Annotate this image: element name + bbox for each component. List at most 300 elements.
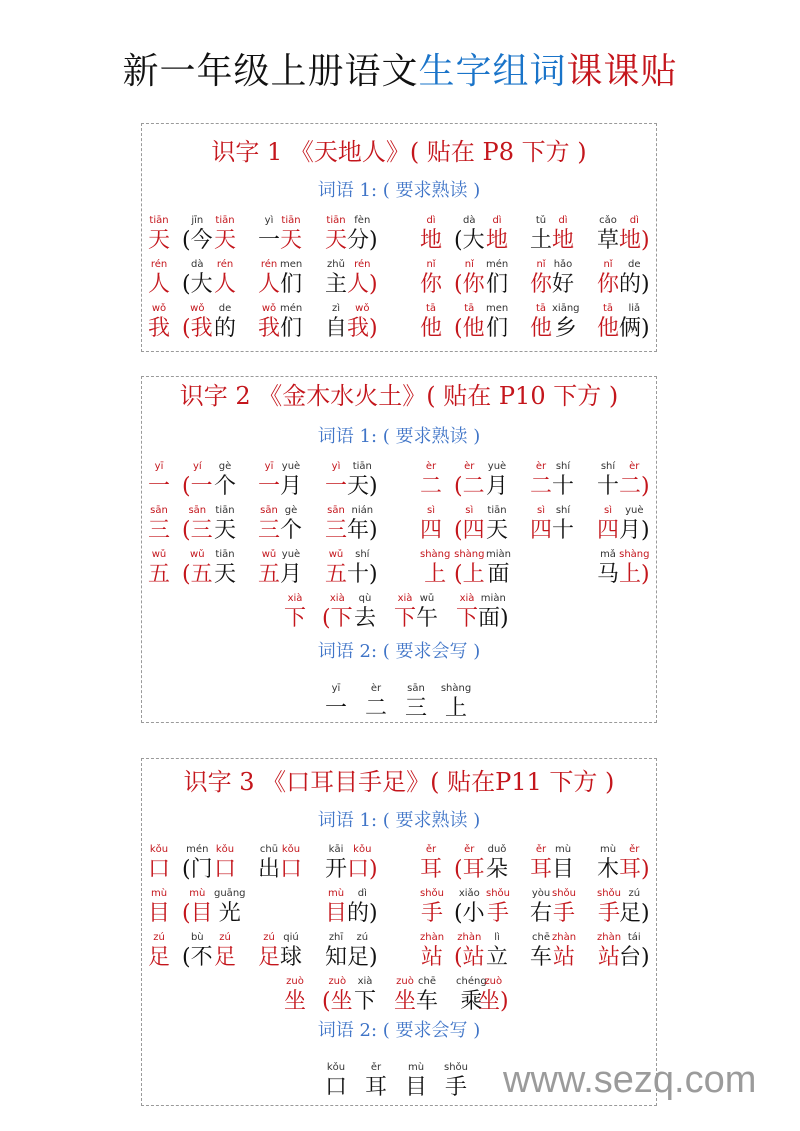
hanzi: 耳 bbox=[364, 1075, 387, 1100]
hanzi: 五 bbox=[325, 562, 348, 587]
watermark: www.sezq.com bbox=[503, 1059, 757, 1101]
char-cell-main bbox=[420, 843, 442, 884]
char-cell-word bbox=[619, 548, 650, 589]
char-cell-word bbox=[347, 460, 378, 501]
char-cell-word bbox=[325, 887, 347, 928]
hanzi: 地 bbox=[486, 228, 509, 253]
char-cell-word bbox=[530, 504, 552, 545]
hanzi: 木 bbox=[597, 857, 620, 882]
char-cell-word bbox=[416, 975, 438, 1016]
char-cell-word bbox=[214, 887, 246, 928]
char-cell-word bbox=[619, 258, 650, 299]
pinyin: tā bbox=[602, 303, 614, 314]
write-char bbox=[318, 682, 354, 723]
hanzi: 光 bbox=[218, 901, 241, 926]
pinyin: xià bbox=[329, 593, 345, 604]
pinyin: rén bbox=[216, 259, 234, 270]
char-cell-word bbox=[530, 843, 552, 884]
char-cell-word bbox=[454, 214, 485, 255]
hanzi: 午 bbox=[416, 606, 439, 631]
pinyin: sān bbox=[150, 505, 168, 516]
word-row bbox=[142, 504, 656, 548]
char-cell-main bbox=[148, 504, 170, 545]
pinyin: shàng bbox=[454, 549, 485, 560]
hanzi: 站 bbox=[421, 945, 444, 970]
pinyin: sì bbox=[427, 505, 435, 516]
pinyin: yì bbox=[331, 461, 341, 472]
pinyin: kǒu bbox=[215, 844, 235, 855]
hanzi: 右 bbox=[530, 901, 553, 926]
pinyin: duǒ bbox=[487, 844, 507, 855]
char-cell-word bbox=[325, 460, 347, 501]
char-cell-word bbox=[486, 887, 510, 928]
hanzi: 目 bbox=[325, 901, 348, 926]
char-cell-word bbox=[619, 460, 650, 501]
pinyin: zhī bbox=[328, 932, 344, 943]
hanzi: 知 bbox=[325, 945, 348, 970]
char-cell-word bbox=[280, 843, 302, 884]
pinyin: wǔ bbox=[419, 593, 435, 604]
hanzi: 天 bbox=[486, 518, 509, 543]
char-cell-word bbox=[394, 975, 416, 1016]
pinyin: rén bbox=[150, 259, 168, 270]
char-cell-main bbox=[420, 887, 444, 928]
hanzi: 天 bbox=[148, 228, 171, 253]
pinyin: shàng bbox=[440, 683, 472, 694]
char-cell-word bbox=[280, 214, 302, 255]
hanzi: 人) bbox=[347, 272, 378, 297]
char-cell-word bbox=[416, 592, 438, 633]
pinyin: lì bbox=[494, 932, 500, 943]
pinyin: zhàn bbox=[420, 932, 445, 943]
lesson-card-2 bbox=[141, 376, 657, 723]
hanzi: (二 bbox=[454, 474, 485, 499]
hanzi: 人 bbox=[148, 272, 171, 297]
hanzi: (大 bbox=[182, 272, 213, 297]
word-row bbox=[142, 931, 656, 975]
write-char bbox=[358, 682, 394, 723]
hanzi: 地 bbox=[420, 228, 443, 253]
char-cell-main bbox=[148, 258, 170, 299]
pinyin: dì bbox=[558, 215, 568, 226]
hanzi: 下 bbox=[394, 606, 417, 631]
title-part-words: 生字组词 bbox=[418, 51, 567, 92]
pinyin: liǎ bbox=[628, 303, 641, 314]
hanzi: (你 bbox=[454, 272, 485, 297]
hanzi: 月 bbox=[280, 562, 303, 587]
pinyin: èr bbox=[629, 461, 640, 472]
hanzi: 车 bbox=[416, 989, 439, 1014]
hanzi: 月) bbox=[619, 518, 650, 543]
hanzi: 他 bbox=[597, 316, 620, 341]
hanzi: 足 bbox=[214, 945, 237, 970]
vocab-read-label: 词语 1: ( 要求熟读 ) bbox=[317, 810, 481, 831]
pinyin: zú bbox=[628, 888, 641, 899]
pinyin: tiān bbox=[215, 215, 235, 226]
char-cell-word bbox=[619, 504, 650, 545]
hanzi: 们 bbox=[280, 272, 303, 297]
char-cell-word bbox=[454, 843, 485, 884]
char-cell-word bbox=[486, 302, 508, 343]
hanzi: 我 bbox=[148, 316, 171, 341]
hanzi: 个 bbox=[280, 518, 303, 543]
char-cell-word bbox=[552, 504, 574, 545]
pinyin: zhàn bbox=[552, 932, 577, 943]
write-char bbox=[398, 1061, 434, 1102]
hanzi: 上 bbox=[424, 562, 447, 587]
hanzi: 五 bbox=[148, 562, 171, 587]
char-cell-word bbox=[322, 592, 353, 633]
pinyin: bù bbox=[190, 932, 204, 943]
hanzi: (他 bbox=[454, 316, 485, 341]
word-row bbox=[142, 548, 656, 592]
hanzi: (大 bbox=[454, 228, 485, 253]
char-cell-word bbox=[325, 258, 347, 299]
hanzi: (一 bbox=[182, 474, 213, 499]
pinyin: gè bbox=[284, 505, 298, 516]
pinyin: ěr bbox=[464, 844, 475, 855]
char-cell-word bbox=[322, 975, 353, 1016]
pinyin: shǒu bbox=[443, 1062, 468, 1073]
char-cell-word bbox=[597, 887, 621, 928]
hanzi: 耳 bbox=[420, 857, 443, 882]
hanzi: 十) bbox=[347, 562, 378, 587]
word-row bbox=[142, 258, 656, 302]
char-cell-word bbox=[214, 504, 236, 545]
pinyin: wǒ bbox=[151, 303, 167, 314]
pinyin: wǒ bbox=[261, 303, 277, 314]
char-cell-word bbox=[597, 843, 619, 884]
pinyin: tiān bbox=[487, 505, 507, 516]
pinyin: kǒu bbox=[326, 1062, 346, 1073]
hanzi: 下 bbox=[456, 606, 479, 631]
char-cell-main bbox=[420, 214, 442, 255]
char-cell-word bbox=[347, 548, 378, 589]
hanzi: 的) bbox=[619, 272, 650, 297]
char-cell-word bbox=[552, 214, 574, 255]
pinyin: hǎo bbox=[553, 259, 573, 270]
hanzi: 一 bbox=[258, 228, 281, 253]
hanzi: 十 bbox=[597, 474, 620, 499]
pinyin: tā bbox=[535, 303, 547, 314]
hanzi: 个 bbox=[214, 474, 237, 499]
char-cell-word bbox=[454, 931, 485, 972]
hanzi: 天) bbox=[347, 474, 378, 499]
char-cell-word bbox=[552, 931, 576, 972]
pinyin: ěr bbox=[535, 844, 547, 855]
pinyin: sān bbox=[188, 505, 207, 516]
pinyin: sì bbox=[465, 505, 474, 516]
write-char-row bbox=[142, 682, 656, 726]
pinyin: dì bbox=[492, 215, 502, 226]
pinyin: yì bbox=[264, 215, 274, 226]
pinyin: zhǔ bbox=[327, 259, 345, 270]
hanzi: 面) bbox=[478, 606, 509, 631]
pinyin: ěr bbox=[629, 844, 640, 855]
pinyin: tiān bbox=[352, 461, 372, 472]
char-cell-word bbox=[258, 504, 280, 545]
hanzi: (耳 bbox=[454, 857, 485, 882]
pinyin: dì bbox=[357, 888, 367, 899]
char-cell-word bbox=[325, 302, 347, 343]
pinyin: miàn bbox=[480, 593, 506, 604]
hanzi: 面 bbox=[487, 562, 510, 587]
pinyin: shǒu bbox=[420, 888, 445, 899]
char-cell-word bbox=[530, 258, 552, 299]
pinyin: shǒu bbox=[597, 888, 622, 899]
pinyin: zuò bbox=[328, 976, 347, 987]
char-cell-word bbox=[486, 931, 508, 972]
pinyin: shí bbox=[355, 549, 370, 560]
pinyin: yuè bbox=[281, 461, 301, 472]
hanzi: 二 bbox=[420, 474, 443, 499]
pinyin: wǔ bbox=[151, 549, 167, 560]
pinyin: zú bbox=[356, 932, 369, 943]
pinyin: dì bbox=[426, 215, 436, 226]
pinyin: yí bbox=[192, 461, 202, 472]
word-row bbox=[142, 887, 656, 931]
pinyin: men bbox=[486, 303, 509, 314]
pinyin: rén bbox=[260, 259, 278, 270]
char-cell-word bbox=[394, 592, 416, 633]
pinyin: wǒ bbox=[190, 303, 205, 314]
char-cell-word bbox=[456, 592, 478, 633]
pinyin: mén bbox=[486, 259, 509, 270]
hanzi: 三 bbox=[258, 518, 281, 543]
pinyin: de bbox=[218, 303, 232, 314]
char-cell-main bbox=[148, 460, 170, 501]
write-char bbox=[438, 682, 474, 723]
char-cell-main bbox=[420, 931, 444, 972]
hanzi: 目 bbox=[552, 857, 575, 882]
hanzi: (三 bbox=[182, 518, 213, 543]
pinyin: mù bbox=[599, 844, 617, 855]
pinyin: yuè bbox=[487, 461, 507, 472]
pinyin: men bbox=[280, 259, 303, 270]
hanzi: 十 bbox=[552, 474, 575, 499]
hanzi: (小 bbox=[454, 901, 485, 926]
char-cell-word bbox=[552, 843, 574, 884]
pinyin: èr bbox=[425, 461, 437, 472]
hanzi: (站 bbox=[454, 945, 485, 970]
char-cell-main bbox=[420, 302, 442, 343]
hanzi: 月 bbox=[486, 474, 509, 499]
pinyin: xiāng bbox=[552, 303, 580, 314]
hanzi: 目 bbox=[404, 1075, 427, 1100]
char-cell-word bbox=[619, 887, 650, 928]
char-cell-word bbox=[325, 548, 347, 589]
pinyin: mù bbox=[407, 1062, 425, 1073]
hanzi: 马 bbox=[597, 562, 620, 587]
char-cell-word bbox=[214, 931, 236, 972]
char-cell-word bbox=[354, 975, 376, 1016]
char-cell-word bbox=[619, 931, 650, 972]
char-cell-word bbox=[530, 931, 552, 972]
pinyin: yuè bbox=[281, 549, 301, 560]
pinyin: shàng bbox=[420, 549, 451, 560]
char-cell-word bbox=[325, 504, 347, 545]
char-cell-main bbox=[148, 887, 170, 928]
hanzi: 天 bbox=[280, 228, 303, 253]
pinyin: xià bbox=[357, 976, 373, 987]
char-cell-word bbox=[486, 504, 508, 545]
hanzi: 你 bbox=[530, 272, 553, 297]
hanzi: 们 bbox=[486, 272, 509, 297]
pinyin: dà bbox=[191, 259, 204, 270]
pinyin: miàn bbox=[486, 549, 511, 560]
char-cell-word bbox=[258, 214, 280, 255]
hanzi: 三 bbox=[325, 518, 348, 543]
char-cell-word bbox=[552, 887, 576, 928]
char-cell-word bbox=[454, 302, 485, 343]
hanzi: 三 bbox=[148, 518, 171, 543]
pinyin: shí bbox=[600, 461, 616, 472]
pinyin: zhàn bbox=[597, 932, 622, 943]
char-cell-word bbox=[347, 214, 378, 255]
pinyin: zú bbox=[219, 932, 231, 943]
hanzi: 自 bbox=[325, 316, 348, 341]
hanzi: 去 bbox=[354, 606, 377, 631]
hanzi: 二 bbox=[530, 474, 553, 499]
char-cell-word bbox=[530, 460, 552, 501]
char-cell-word bbox=[619, 302, 650, 343]
char-cell-word bbox=[182, 214, 213, 255]
hanzi: (五 bbox=[182, 562, 213, 587]
char-cell-word bbox=[258, 843, 280, 884]
pinyin: qiú bbox=[283, 932, 299, 943]
hanzi: 足 bbox=[258, 945, 281, 970]
pinyin: zhàn bbox=[457, 932, 482, 943]
pinyin: mù bbox=[189, 888, 206, 899]
hanzi: 年) bbox=[347, 518, 378, 543]
pinyin: chéng bbox=[456, 976, 487, 987]
char-cell-word bbox=[454, 887, 485, 928]
hanzi: 天 bbox=[325, 228, 348, 253]
pinyin: tái bbox=[627, 932, 641, 943]
pinyin: mén bbox=[280, 303, 303, 314]
hanzi: 好 bbox=[552, 272, 575, 297]
pinyin: nǐ bbox=[464, 259, 474, 270]
hanzi: 车 bbox=[530, 945, 553, 970]
hanzi: 分) bbox=[347, 228, 378, 253]
char-cell-word bbox=[258, 258, 280, 299]
write-char bbox=[438, 1061, 474, 1102]
hanzi: (四 bbox=[454, 518, 485, 543]
pinyin: shǒu bbox=[552, 888, 577, 899]
hanzi: 乡 bbox=[554, 316, 577, 341]
hanzi: 我 bbox=[258, 316, 281, 341]
pinyin: shǒu bbox=[486, 888, 511, 899]
hanzi: 口 bbox=[214, 857, 237, 882]
pinyin: mù bbox=[150, 888, 168, 899]
pinyin: mù bbox=[327, 888, 345, 899]
char-cell-word bbox=[478, 975, 509, 1016]
hanzi: 乘 bbox=[460, 989, 483, 1014]
pinyin: xiǎo bbox=[458, 888, 480, 899]
char-cell-word bbox=[597, 258, 619, 299]
char-cell-word bbox=[214, 548, 236, 589]
char-cell-main bbox=[148, 302, 170, 343]
pinyin: yī bbox=[264, 461, 274, 472]
pinyin: nián bbox=[351, 505, 374, 516]
hanzi: 地) bbox=[619, 228, 650, 253]
hanzi: (下 bbox=[322, 606, 353, 631]
char-cell-word bbox=[454, 460, 485, 501]
pinyin: nǐ bbox=[536, 259, 546, 270]
pinyin: shàng bbox=[619, 549, 650, 560]
char-cell-word bbox=[214, 302, 236, 343]
write-char bbox=[358, 1061, 394, 1102]
hanzi: 足) bbox=[619, 901, 650, 926]
char-cell-word bbox=[597, 460, 619, 501]
pinyin: nǐ bbox=[603, 259, 613, 270]
hanzi: 手 bbox=[421, 901, 444, 926]
pinyin: shí bbox=[555, 461, 571, 472]
hanzi: 草 bbox=[597, 228, 620, 253]
hanzi: 二) bbox=[619, 474, 650, 499]
hanzi: 们 bbox=[280, 316, 303, 341]
pinyin: cǎo bbox=[599, 215, 617, 226]
char-cell-main bbox=[420, 460, 442, 501]
hanzi: 球 bbox=[280, 945, 303, 970]
char-cell-word bbox=[182, 887, 213, 928]
hanzi: 四 bbox=[597, 518, 620, 543]
pinyin: yī bbox=[154, 461, 164, 472]
char-cell-word bbox=[347, 931, 378, 972]
hanzi: 我) bbox=[347, 316, 378, 341]
lesson-heading: 识字 2 《金木水火土》( 贴在 P10 下方 ) bbox=[179, 382, 619, 410]
char-cell-word bbox=[347, 504, 378, 545]
hanzi: 一 bbox=[258, 474, 281, 499]
char-cell-word bbox=[619, 214, 650, 255]
char-cell-word bbox=[280, 548, 302, 589]
hanzi: 下 bbox=[284, 606, 307, 631]
hanzi: (目 bbox=[182, 901, 213, 926]
pinyin: tā bbox=[425, 303, 437, 314]
char-cell-main bbox=[148, 843, 170, 884]
pinyin: zuò bbox=[286, 976, 304, 987]
char-cell-word bbox=[214, 258, 236, 299]
hanzi: 你 bbox=[597, 272, 620, 297]
hanzi: 目 bbox=[148, 901, 171, 926]
hanzi: 口 bbox=[324, 1075, 347, 1100]
pinyin: yī bbox=[331, 683, 341, 694]
write-char bbox=[398, 682, 434, 723]
pinyin: nǐ bbox=[426, 259, 436, 270]
pinyin: sì bbox=[537, 505, 545, 516]
char-cell-word bbox=[530, 887, 552, 928]
char-cell-word bbox=[486, 843, 508, 884]
char-cell-word bbox=[619, 843, 650, 884]
char-cell-word bbox=[597, 504, 619, 545]
vocab-read-label: 词语 1: ( 要求熟读 ) bbox=[317, 180, 481, 201]
char-cell-word bbox=[597, 931, 621, 972]
pinyin: wǔ bbox=[190, 549, 205, 560]
hanzi: 土 bbox=[530, 228, 553, 253]
char-cell-word bbox=[478, 592, 509, 633]
char-cell-word bbox=[530, 302, 552, 343]
hanzi: 天 bbox=[214, 518, 237, 543]
hanzi: 开 bbox=[325, 857, 348, 882]
pinyin: kǒu bbox=[281, 844, 301, 855]
pinyin: zuò bbox=[484, 976, 503, 987]
pinyin: guāng bbox=[214, 888, 246, 899]
pinyin: tiān bbox=[215, 549, 235, 560]
hanzi: 天 bbox=[214, 228, 237, 253]
char-cell-word bbox=[280, 931, 302, 972]
hanzi: 月 bbox=[280, 474, 303, 499]
char-cell-word bbox=[486, 548, 511, 589]
